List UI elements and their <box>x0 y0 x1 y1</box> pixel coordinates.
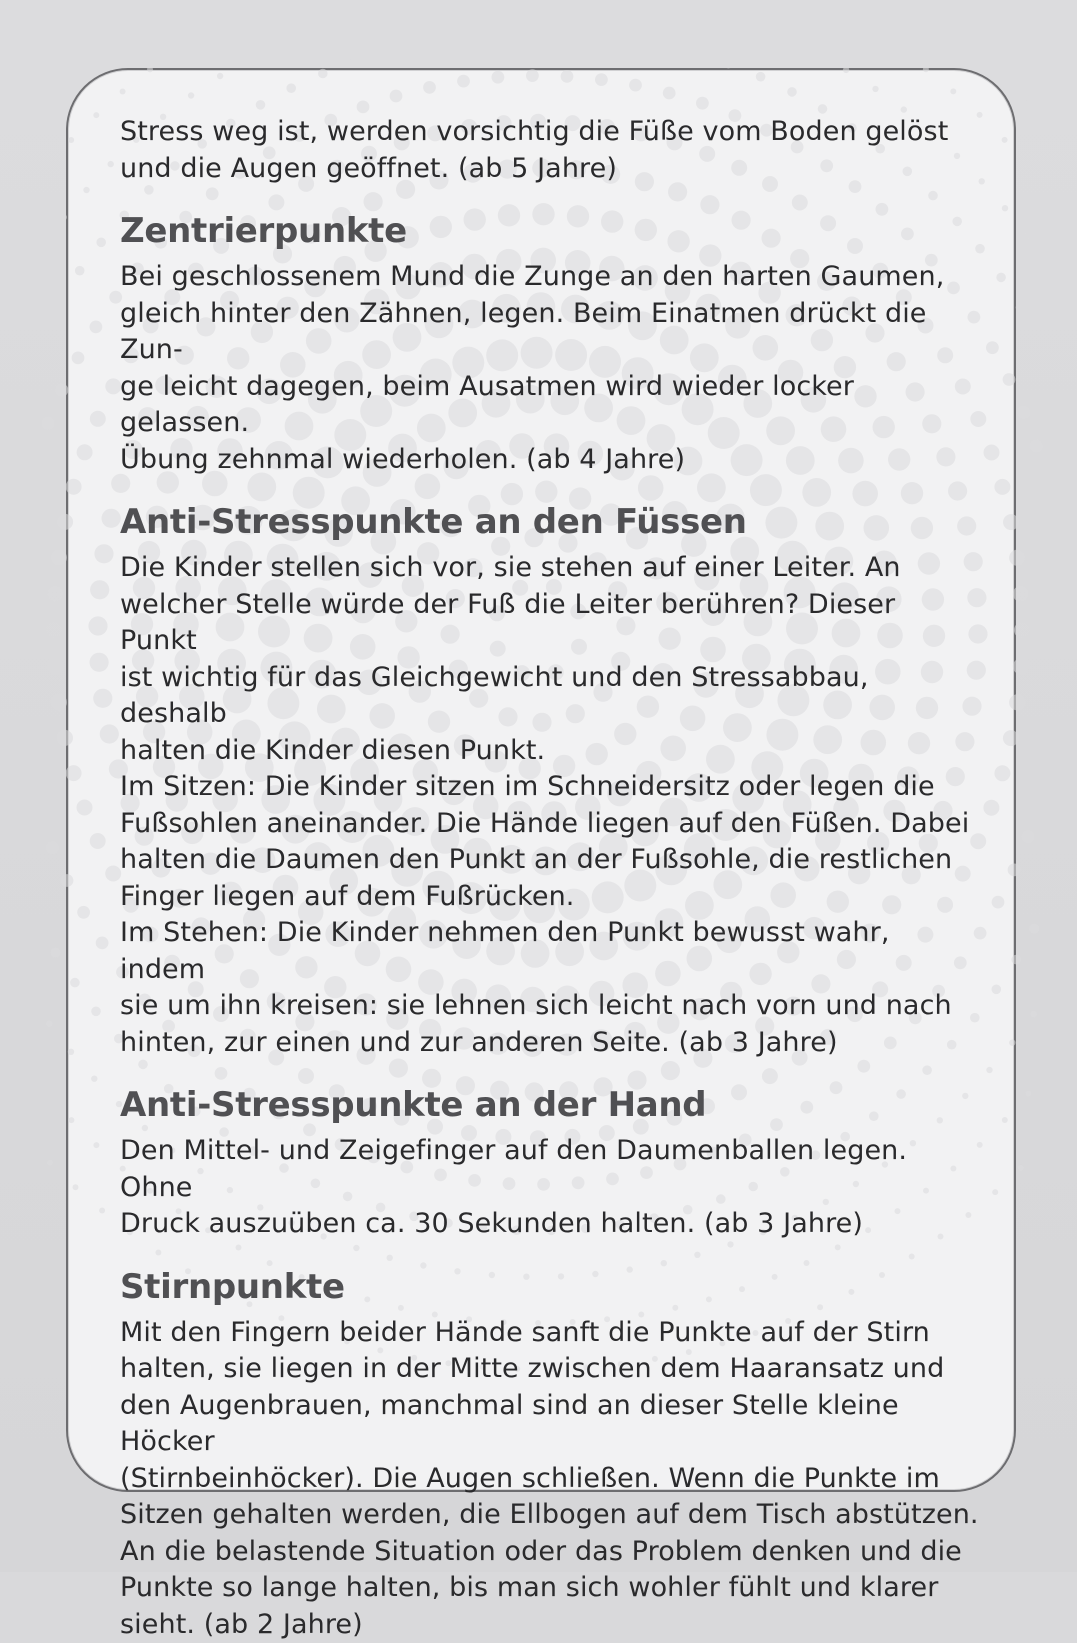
section-title-anti-stress-hand: Anti-Stresspunkte an der Hand <box>120 1084 980 1126</box>
intro-paragraph: Stress weg ist, werden vorsichtig die Füße vom Boden gelöst und die Augen geöffnet. (ab 5 Jahre) <box>120 114 980 187</box>
section-title-stirnpunkte: Stirnpunkte <box>120 1266 980 1308</box>
section-text-zentrierpunkte: Bei geschlossenem Mund die Zunge an den harten Gaumen, gleich hinter den Zähnen, legen. Beim Einatmen drückt die Zun- ge leicht dagegen, beim Ausatmen wird wieder locker gelassen. Übung zehnmal wiederholen. (ab 4 Jahre) <box>120 259 980 478</box>
section-title-anti-stress-fuesse: Anti-Stresspunkte an den Füssen <box>120 501 980 543</box>
section-text-anti-stress-fuesse: Die Kinder stellen sich vor, sie stehen auf einer Leiter. An welcher Stelle würde der Fuß die Leiter berühren? Dieser Punkt ist wichtig für das Gleichgewicht und den Stressabbau, deshalb halten die Kinder diesen Punkt. Im Sitzen: Die Kinder sitzen im Schneidersitz oder legen die Fußsohlen aneinander. Die Hände liegen auf den Füßen. Dabei halten die Daumen den Punkt an der Fußsohle, die restlichen Finger liegen auf dem Fußrücken. Im Stehen: Die Kinder nehmen den Punkt bewusst wahr, indem sie um ihn kreisen: sie lehnen sich leicht nach vorn und nach hinten, zur einen und zur anderen Seite. (ab 3 Jahre) <box>120 550 980 1061</box>
section-text-anti-stress-hand: Den Mittel- und Zeigefinger auf den Daumenballen legen. Ohne Druck auszuüben ca. 30 Sekunden halten. (ab 3 Jahre) <box>120 1133 980 1243</box>
section-title-zentrierpunkte: Zentrierpunkte <box>120 210 980 252</box>
exercise-card <box>66 68 1016 1492</box>
card-content <box>120 114 980 1643</box>
section-text-stirnpunkte: Mit den Fingern beider Hände sanft die Punkte auf der Stirn halten, sie liegen in der Mitte zwischen dem Haaransatz und den Augenbrauen, manchmal sind an dieser Stelle kleine Höcker (Stirnbeinhöcker). Die Augen schließen. Wenn die Punkte im Sitzen gehalten werden, die Ellbogen auf dem Tisch abstützen. An die belastende Situation oder das Problem denken und die Punkte so lange halten, bis man sich wohler fühlt und klarer sieht. (ab 2 Jahre) <box>120 1315 980 1643</box>
